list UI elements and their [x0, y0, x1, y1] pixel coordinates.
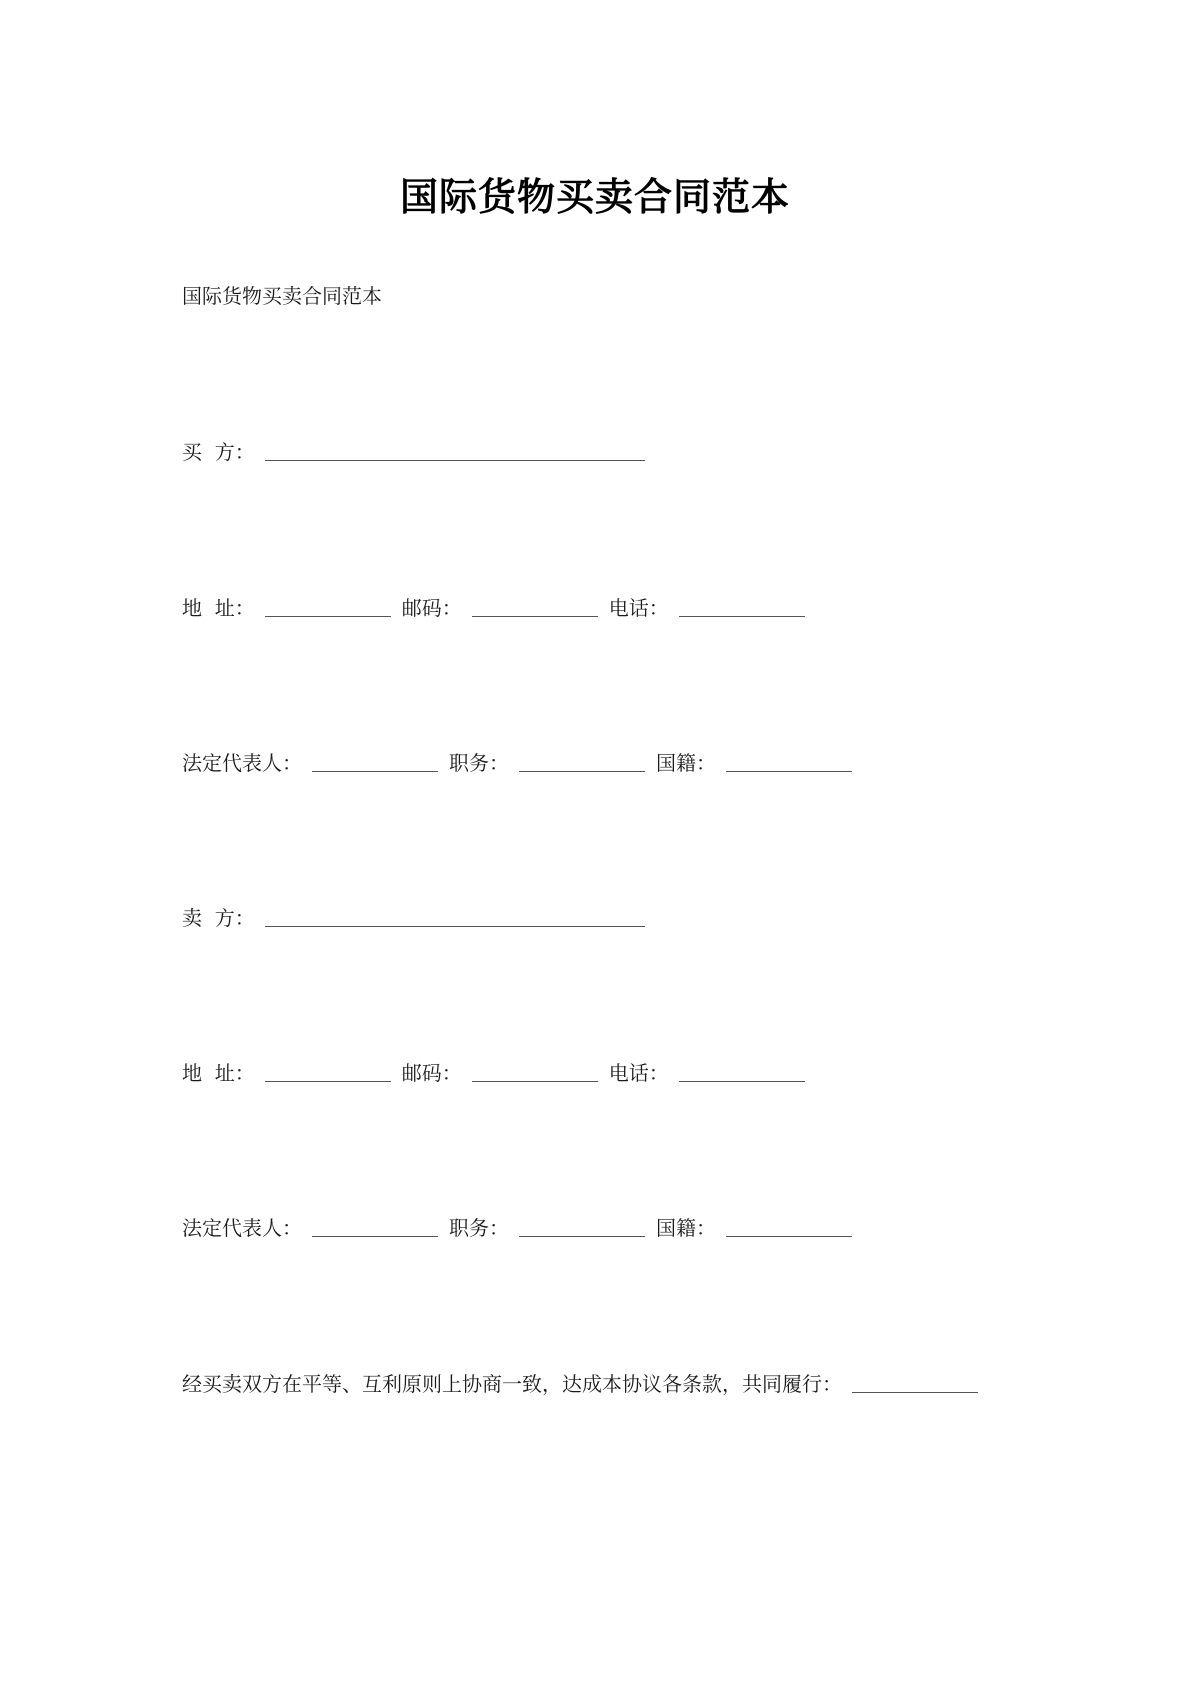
buyer-address-row: [182, 595, 816, 621]
buyer-party-row: [182, 439, 656, 465]
buyer-address-label: 地 址：: [182, 596, 255, 620]
seller-rep-blank[interactable]: [312, 1235, 438, 1237]
seller-phone-blank[interactable]: [679, 1080, 805, 1082]
buyer-position-label: 职务：: [449, 751, 509, 775]
document-title: 国际货物买卖合同范本: [399, 174, 790, 219]
buyer-representative-row: [182, 750, 863, 776]
buyer-position-blank[interactable]: [519, 770, 645, 772]
seller-party-row: [182, 905, 656, 931]
agreement-blank[interactable]: [852, 1391, 978, 1393]
seller-address-row: [182, 1060, 816, 1086]
seller-postcode-label: 邮码：: [401, 1061, 462, 1085]
buyer-postcode-label: 邮码：: [401, 596, 462, 620]
buyer-phone-label: 电话：: [608, 596, 669, 620]
seller-position-blank[interactable]: [519, 1235, 645, 1237]
buyer-name-blank[interactable]: [265, 459, 645, 461]
buyer-postcode-blank[interactable]: [472, 615, 598, 617]
seller-nationality-label: 国籍：: [656, 1216, 716, 1240]
document-subtitle: [182, 283, 382, 309]
seller-representative-row: [182, 1215, 863, 1241]
seller-name-blank[interactable]: [265, 925, 645, 927]
seller-position-label: 职务：: [449, 1216, 509, 1240]
agreement-text: 经买卖双方在平等、互利原则上协商一致，达成本协议各条款，共同履行：: [182, 1372, 842, 1396]
buyer-label: 买 方：: [182, 440, 255, 464]
subtitle-text: 国际货物买卖合同范本: [182, 284, 382, 308]
buyer-address-blank[interactable]: [265, 615, 391, 617]
seller-label: 卖 方：: [182, 906, 255, 930]
buyer-rep-blank[interactable]: [312, 770, 438, 772]
seller-phone-label: 电话：: [608, 1061, 669, 1085]
agreement-row: [182, 1371, 989, 1397]
seller-rep-label: 法定代表人：: [182, 1216, 302, 1240]
seller-postcode-blank[interactable]: [472, 1080, 598, 1082]
buyer-nationality-label: 国籍：: [656, 751, 716, 775]
seller-nationality-blank[interactable]: [726, 1235, 852, 1237]
seller-address-blank[interactable]: [265, 1080, 391, 1082]
buyer-nationality-blank[interactable]: [726, 770, 852, 772]
buyer-rep-label: 法定代表人：: [182, 751, 302, 775]
seller-address-label: 地 址：: [182, 1061, 255, 1085]
buyer-phone-blank[interactable]: [679, 615, 805, 617]
